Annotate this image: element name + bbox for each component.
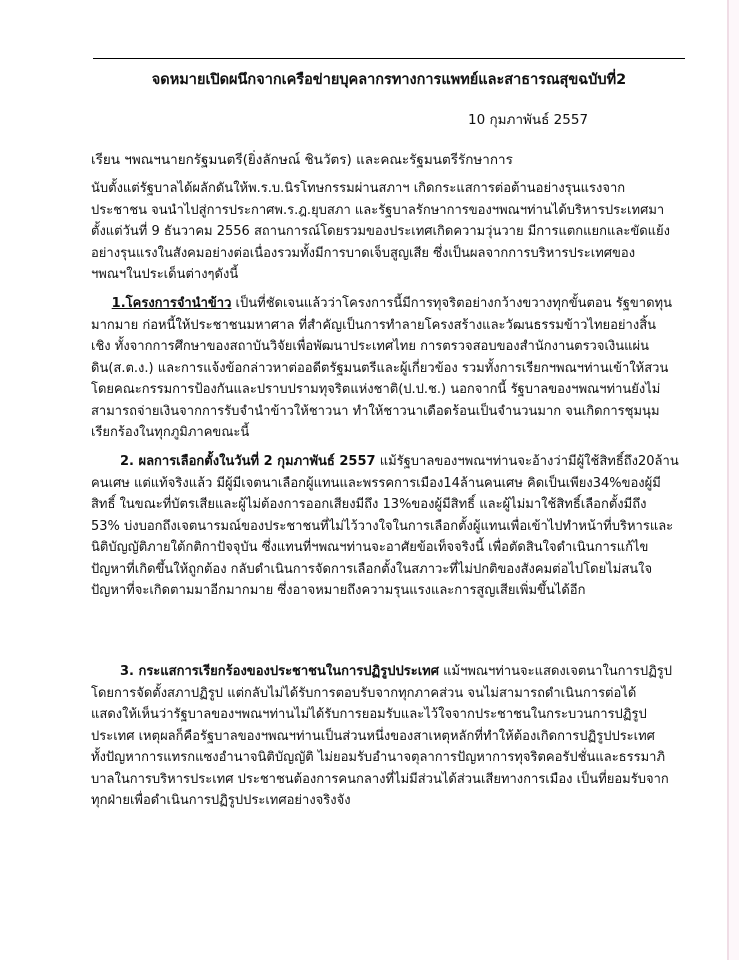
item-line: บาลในการบริหารประเทศ ประชาชนต้องการคนกลางที่ไม่มีส่วนได้ส่วนเสียทางการเมือง เป็นที่ยอมรับจาก [91, 771, 669, 787]
item-line: เชิง ทั้งจากการศึกษาของสถาบันวิจัยเพื่อพัฒนาประเทศไทย การตรวจสอบของสำนักงานตรวจเงินแผ่น [91, 339, 650, 354]
item-line: สิทธิ์ ในขณะที่บัตรเสียและผู้ไม่ต้องการออกเสียงมีถึง 13%ของผู้มีสิทธิ์ และผู้ไม่มาใช้สิทธิ์เลือกตั้งมีถึง [91, 497, 647, 512]
item-election-result [91, 451, 687, 602]
item-line: ปัญหาที่จะเกิดตามมาอีกมากมาย ซึ่งอาจหมายถึงความรุนแรงและการสูญเสียเพิ่มขึ้นได้อีก [91, 583, 586, 598]
intro-line: นับตั้งแต่รัฐบาลได้ผลักดันให้พ.ร.บ.นิรโทษกรรมผ่านสภาฯ เกิดกระแสการต่อต้านอย่างรุนแรงจาก [91, 181, 626, 196]
intro-line: ประชาชน จนนำไปสู่การประกาศพ.ร.ฎ.ยุบสภา และรัฐบาลรักษาการของฯพณฯท่านได้บริหารประเทศมา [91, 202, 665, 218]
item-line: ทุกฝ่ายเพื่อดำเนินการปฏิรูปประเทศอย่างจริงจัง [91, 793, 351, 808]
item-text: แม้รัฐบาลของฯพณฯท่านจะอ้างว่ามีผู้ใช้สิทธิ์ถึง20ล้าน [375, 454, 679, 469]
item-line: สามารถจ่ายเงินจากการรับจำนำข้าวให้ชาวนา ทำให้ชาวนาเดือดร้อนเป็นจำนวนมาก จนเกิดการชุมนุม [91, 403, 660, 419]
item-line: แสดงให้เห็นว่ารัฐบาลของฯพณฯท่านไม่ได้รับการยอมรับและไว้ใจจากประชาชนในกระบวนการปฏิรูป [91, 707, 647, 722]
item-rice-pledging [91, 293, 687, 444]
item-line: 53% บ่งบอกถึงเจตนารมณ์ของประชาชนที่ไม่ไว้วางใจในการเลือกตั้งผู้แทนเพื่อเข้าไปทำหน้าที่บริหารและ [91, 518, 674, 534]
item-first-line [91, 451, 687, 473]
item-text: แม้ฯพณฯท่านจะแสดงเจตนาในการปฏิรูป [438, 664, 673, 679]
item-line: ดิน(ส.ต.ง.) และการแจ้งข้อกล่าวหาต่ออดีตรัฐมนตรีและผู้เกี่ยวข้อง รวมทั้งการเรียกฯพณฯท่านเข้าให้สวน [91, 360, 669, 376]
item-line: ทั้งปัญหาการแทรกแซงอำนาจนิติบัญญัติ ไม่ยอมรับอำนาจตุลาการปัญหาการทุจริตคอรัปชั่นและธรรมาภิ [91, 750, 666, 765]
intro-line: ฯพณฯในประเด็นต่างๆดังนี้ [91, 267, 239, 282]
item-heading: 1.โครงการจำนำข้าว [111, 296, 232, 311]
item-text: เป็นที่ชัดเจนแล้วว่าโครงการนี้มีการทุจริตอย่างกว้างขวางทุกขั้นตอน รัฐขาดทุน [231, 296, 672, 311]
item-line: คนเศษ แต่แท้จริงแล้ว มีผู้มีเจตนาเลือกผู้แทนและพรรคการเมือง14ล้านคนเศษ คิดเป็นเพียง34%ของผู้มี [91, 475, 661, 491]
intro-line: อย่างรุนแรงในสังคมอย่างต่อเนื่องรวมทั้งมีการบาดเจ็บสูญเสีย ซึ่งเป็นผลจากการบริหารประเทศของ [91, 245, 636, 261]
item-heading: 2. ผลการเลือกตั้งในวันที่ 2 กุมภาพันธ์ 2557 [119, 454, 376, 469]
item-line: มากมาย ก่อหนี้ให้ประชาชนมหาศาล ที่สำคัญเป็นการทำลายโครงสร้างและวัฒนธรรมข้าวไทยอย่างสิ้น [91, 317, 657, 333]
item-reform-demand [91, 661, 687, 812]
item-line: โดยคณะกรรมการป้องกันและปราบปรามทุจริตแห่งชาติ(ป.ป.ช.) นอกจากนี้ รัฐบาลของฯพณฯท่านยังไม่ [91, 382, 661, 397]
item-heading: 3. กระแสการเรียกร้องของประชาชนในการปฏิรูปประเทศ [119, 664, 439, 679]
top-rule [93, 58, 685, 59]
intro-line: ตั้งแต่วันที่ 9 ธันวาคม 2556 สถานการณ์โดยรวมของประเทศเกิดความวุ่นวาย มีการแตกแยกและขัดแย้ง [91, 224, 671, 239]
item-line: นิติบัญญัติภายใต้กติกาปัจจุบัน ซึ่งแทนที่ฯพณฯท่านจะอาศัยข้อเท็จจริงนี้ เพื่อตัดสินใจดำเนินการแก้ไข [91, 540, 649, 555]
item-line: โดยการจัดตั้งสภาปฏิรูป แต่กลับไม่ได้รับการตอบรับจากทุกภาคส่วน จนไม่สามารถดำเนินการต่อได้ [91, 685, 637, 701]
item-line: ปัญหาที่เกิดขึ้นให้ถูกต้อง กลับดำเนินการจัดการเลือกตั้งในสภาวะที่ไม่ปกติของสังคมต่อไปโดยไม่สนใจ [91, 561, 653, 577]
letter-title: จดหมายเปิดผนึกจากเครือข่ายบุคลากรทางการแพทย์และสาธารณสุขฉบับที่2 [151, 72, 627, 88]
item-first-line [91, 293, 687, 315]
item-first-line [91, 661, 687, 683]
salutation: เรียน ฯพณฯนายกรัฐมนตรี(ยิ่งลักษณ์ ชินวัตร) และคณะรัฐมนตรีรักษาการ [91, 152, 513, 168]
item-line: เรียกร้องในทุกภูมิภาคขณะนี้ [91, 425, 250, 440]
letter-date: 10 กุมภาพันธ์ 2557 [468, 112, 589, 128]
item-line: ประเทศ เหตุผลก็คือรัฐบาลของฯพณฯท่านเป็นส่วนหนึ่งของสาเหตุหลักที่ทำให้ต้องเกิดการปฏิรูปประเทศ [91, 728, 655, 744]
intro-paragraph [91, 178, 687, 286]
